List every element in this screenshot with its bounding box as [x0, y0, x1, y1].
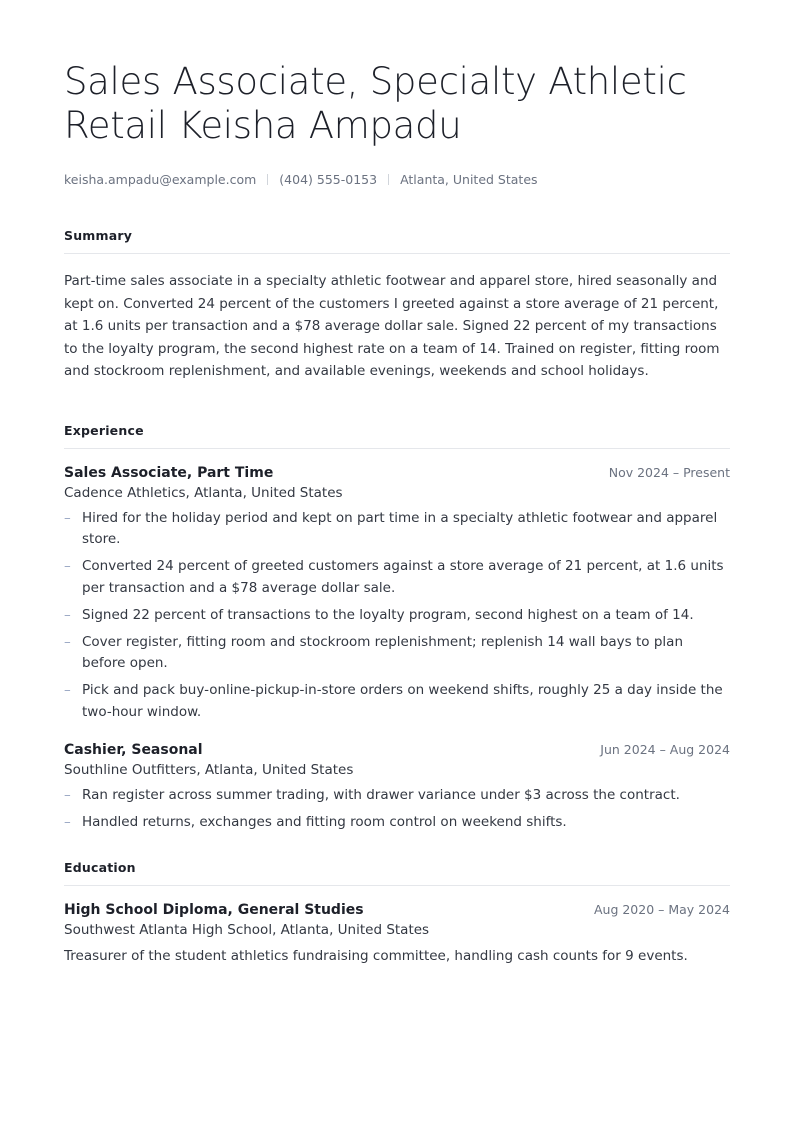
job-dates: Nov 2024 – Present — [608, 464, 730, 480]
experience-section — [64, 423, 730, 834]
dash-bullet-icon: – — [64, 558, 71, 574]
dash-bullet-icon: – — [64, 633, 71, 650]
entry-header — [64, 902, 730, 918]
summary-text: Part-time sales associate in a specialty athletic footwear and apparel store, hired seasonally and kept on. Converted 24 percent of the customers I greeted against a store average of 21 percent, at 1.6 units per transaction and a $78 average dollar sale. Signed 22 percent of my transactions to the loyalty program, the second highest rate on a team of 14. Trained on register, fitting room and stockroom replenishment, and available evenings, weekends and school holidays. — [64, 273, 720, 379]
bullet-text: Ran register across summer trading, with drawer variance under $3 across the contract. — [82, 787, 680, 803]
experience-entry — [64, 742, 730, 834]
bullet-text: Handled returns, exchanges and fitting room control on weekend shifts. — [82, 814, 567, 830]
section-title-experience: Experience — [64, 423, 730, 449]
bullet-item — [64, 632, 730, 675]
experience-entry — [64, 465, 730, 724]
job-title: Cashier, Seasonal — [64, 742, 203, 758]
section-title-education: Education — [64, 860, 730, 886]
dash-bullet-icon: – — [64, 606, 71, 623]
bullet-text: Converted 24 percent of greeted customers against a store average of 21 percent, at 1.6 units per transaction and a $78 average dollar sale. — [82, 558, 724, 596]
bullet-item — [64, 785, 730, 807]
job-bullets — [64, 785, 730, 834]
education-entry — [64, 902, 730, 968]
degree-title: High School Diploma, General Studies — [64, 901, 364, 918]
bullet-item — [64, 605, 730, 627]
bullet-text: Signed 22 percent of transactions to the loyalty program, second highest on a team of 14. — [82, 606, 694, 623]
summary-section — [64, 228, 730, 383]
contact-line — [64, 170, 730, 188]
job-dates: Jun 2024 – Aug 2024 — [600, 742, 730, 757]
job-organization: Cadence Athletics, Atlanta, United States — [64, 484, 343, 501]
dash-bullet-icon: – — [64, 682, 71, 698]
job-title: Sales Associate, Part Time — [64, 464, 274, 481]
bullet-item — [64, 508, 730, 551]
school-name: Southwest Atlanta High School, Atlanta, United States — [64, 921, 430, 938]
resume-name: Sales Associate, Specialty Athletic Retail Keisha Ampadu — [64, 60, 687, 147]
education-note: Treasurer of the student athletics fundraising committee, handling cash counts for 9 events. — [64, 947, 688, 964]
section-title-summary: Summary — [64, 228, 730, 254]
job-bullets — [64, 508, 730, 724]
dash-bullet-icon: – — [64, 509, 71, 526]
dash-bullet-icon: – — [64, 814, 71, 830]
education-section — [64, 860, 730, 968]
dash-bullet-icon: – — [64, 787, 71, 803]
contact-email[interactable]: keisha.ampadu@example.com — [64, 171, 257, 187]
bullet-text: Pick and pack buy-online-pickup-in-store orders on weekend shifts, roughly 25 a day inside the two-hour window. — [82, 682, 723, 720]
bullet-text: Hired for the holiday period and kept on part time in a specialty athletic footwear and apparel store. — [82, 509, 718, 547]
bullet-item — [64, 680, 730, 723]
bullet-item — [64, 812, 730, 834]
bullet-item — [64, 556, 730, 599]
education-dates: Aug 2020 – May 2024 — [593, 901, 730, 917]
entry-header — [64, 465, 730, 481]
contact-divider — [267, 174, 268, 185]
job-organization: Southline Outfitters, Atlanta, United States — [64, 762, 354, 778]
bullet-text: Cover register, fitting room and stockroom replenishment; replenish 14 wall bays to plan before open. — [82, 633, 683, 671]
resume-page — [64, 60, 730, 967]
entry-header — [64, 742, 730, 758]
contact-location: Atlanta, United States — [400, 171, 538, 187]
contact-divider — [388, 174, 389, 185]
contact-phone[interactable]: (404) 555-0153 — [279, 171, 378, 187]
